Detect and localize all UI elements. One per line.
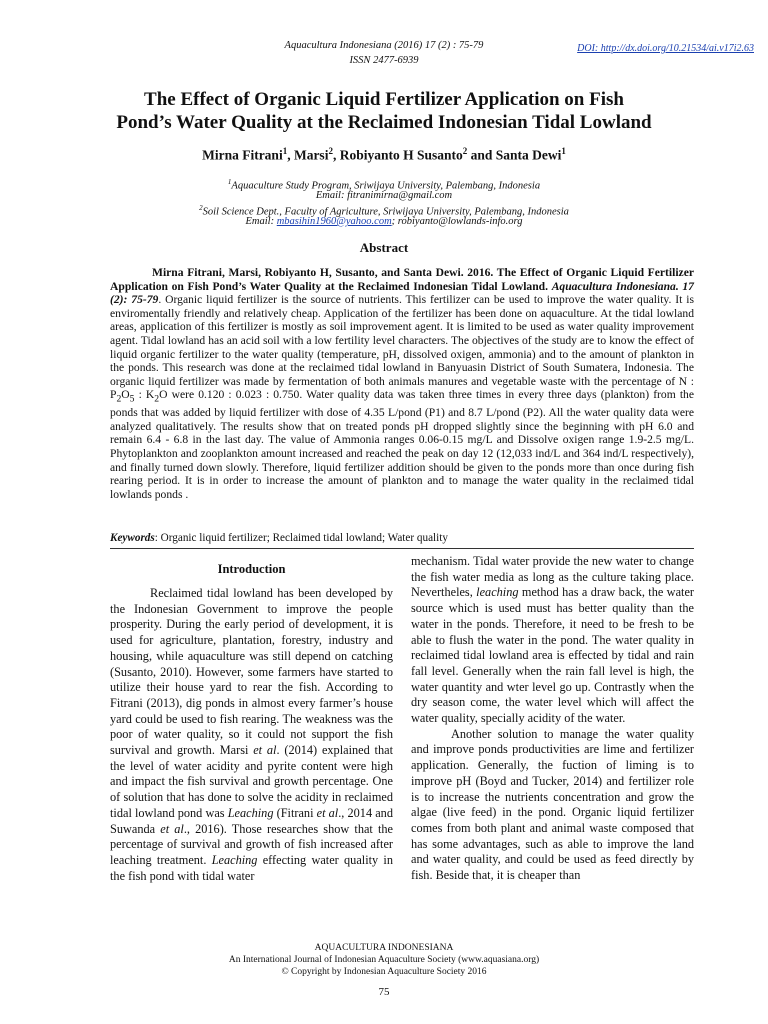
title-line-1: The Effect of Organic Liquid Fertilizer Application on Fish [144,89,624,110]
intro-text-4: ., 2014 and Suwanda [110,805,393,836]
affiliation-1-email: Email: fitranimirna@gmail.com [315,190,453,201]
affil-2-number: 2 [199,204,203,212]
introduction-heading: Introduction [217,562,286,576]
author-2-affil: 2 [328,146,333,156]
affiliation-2-email [0,215,768,228]
intro-etal-2: et al [316,805,339,820]
author-4: Santa Dewi [495,147,562,163]
intro-text-2: . (2014) explained that the level of water acidity and pyrite content were high and impact the fish survival and growth percentage. One of solution that has done to solve the acidity in reclaimed tidal lowland pond was [110,743,393,820]
abstract-text-b: O [121,388,130,402]
intro-etal-3: et al [160,821,184,836]
intro-leaching-1: Leaching [227,805,274,820]
footer-society-line: An International Journal of Indonesian Aquaculture Society (www.aquasiana.org) [228,955,540,965]
affil-2-email-rest: ; robiyanto@lowlands-info.org [391,216,523,227]
footer-journal-name: AQUACULTURA INDONESIANA [314,943,454,953]
author-3-affil: 2 [462,146,468,156]
right-text-1: mechanism. Tidal water provide the new water to change the fish water media as long as the culture taking place. Nevertheles, [411,554,694,600]
email-link[interactable]: mbasihin1960@yahoo.com [276,216,392,227]
paper-title [60,88,708,134]
page-number: 75 [378,986,390,998]
author-1: Mirna Fitrani [202,147,283,163]
right-leaching: leaching [476,585,519,600]
right-paragraph-1 [411,554,694,727]
keywords-line [110,532,694,544]
abstract-text-d: O were 0.120 : 0.023 : 0.750. Water quality data was taken three times in every three days (plankton) from the ponds that was added by liquid fertilizer with dose of 4.35 L/pond (P1) and 8.7 L/pond (P2). All the water quality data were analyzed qualitatively. The results show that on treated ponds pH dropped slightly since the beginning with pH 6.0 and remain 6.4 - 6.8 in the last day. The value of Ammonia ranges 0.06-0.15 mg/L and Dissolve oxigen range 1.9-2.5 mg/L. Phytoplankton and zooplankton amount increased and reached the peak on day 12 (12,033 ind/L and 364 ind/L respectively), and finally turned down slowly. Therefore, liquid fertilizer addition should be given to the ponds more than once during fish rearing period. It is in order to increase the amount of plankton and to manage the water quality in the reclaimed tidal lowlands ponds . [110,388,695,501]
abstract-text-a: . Organic liquid fertilizer is the source of nutrients. This fertilizer can be used to improve the water quality. It is enviromentally friendly and relatively cheap. Application of the fertilizer has been done on aquaculture. At the tidal lowland areas, application of this fertilizer is mostly as soil improvement agent. It is limited to be used as water quality improvement agent. Tidal lowland has an acid soil with a low fertility level characters. The objectives of the study are to know the effect of liquid organic fertilizer to the water quality (temperature, pH, dissolved oxigen, ammonia) and to the amount of plankton in the ponds. This research was done at the reclaimed tidal lowland in Banyuasin District of South Sumatera, Indonesia. The organic liquid fertilizer was made by fermentation of both animals manures and vegetable waste with the percentage of N : P [110,293,695,402]
author-4-affil: 1 [561,146,566,156]
author-list: Mirna Fitrani$^1$, Marsi$^2$, Robiyanto H Susanto$^2$ and Santa Dewi$^1$ [202,146,566,163]
intro-text-3: (Fitrani [273,805,317,820]
author-2: Marsi [293,147,329,163]
right-column [411,554,694,884]
issn-line: ISSN 2477-6939 [349,55,419,66]
keywords-label: Keywords [110,532,155,544]
sub-p: 2 [116,393,122,405]
abstract-text-c: : K [134,388,155,402]
footer-copyright: © Copyright by Indonesian Aquaculture Society 2016 [281,967,487,977]
author-3: Robiyanto H Susanto [339,147,463,163]
keywords-text: : Organic liquid fertilizer; Reclaimed tidal lowland; Water quality [154,532,448,544]
title-line-2: Pond’s Water Quality at the Reclaimed Indonesian Tidal Lowland [116,112,652,133]
intro-text-5: ., 2016). Those researches show that the percentage of survival and growth of fish increased after leaching treatment. [110,821,394,867]
affil-1-number: 1 [227,178,232,186]
left-column [110,586,393,884]
intro-text-1: Reclaimed tidal lowland has been developed by the Indonesian Government to improve the people prosperity. During the early period of development, it is used for agriculture, plantation, forestry, industry and housing, while aquaculture was still depend on catching (Susanto, 2010). However, some farmers have started to utilize their house yard to rear the fish. According to Fitrani (2013), dig ponds in almost every farmer’s house yard could be used to fish rearing. The weakness was the poor of water quality, so it could not support the fish survival and growth. Marsi [110,586,393,758]
doi-link[interactable]: DOI: http://dx.doi.org/10.21534/ai.v17i2.63 [577,43,754,54]
abstract-journal-ref: Aquacultura Indonesiana. 17 (2): 75-79 [110,279,694,307]
abstract-heading: Abstract [359,240,409,255]
intro-paragraph [110,586,393,884]
sub-k: 2 [154,393,160,405]
abstract-body [110,266,694,501]
affil-1-text: Aquaculture Study Program, Sriwijaya University, Palembang, Indonesia [231,180,541,192]
intro-leaching-2: Leaching [211,852,258,867]
affil-2-text: Soil Science Dept., Faculty of Agriculture, Sriwijaya University, Palembang, Indonesia [202,206,569,218]
journal-citation-line: Aquacultura Indonesiana (2016) 17 (2) : 75-79 [284,40,484,51]
sub-o: 5 [129,393,135,405]
right-text-2: method has a draw back, the water source which is used must has better quality than the water in the ponds. Therefore, it need to be fresh to be able to flush the water in the pond. The water quality in reclaimed tidal lowland area is effected by tidal and rain fall level. Generally when the rain fall level is high, the water quantity and wter level go up. Contrastly when the dry season come, the water level which will affect the water quality, specially acidity of the water. [411,585,694,726]
author-and: and [467,147,496,163]
abstract-citation: Mirna Fitrani, Marsi, Robiyanto H, Susanto, and Santa Dewi. 2016. The Effect of Organic Liquid Fertilizer Application on Fish Pond’s Water Quality at the Reclaimed Indonesian Tidal Lowland. [110,266,694,293]
intro-text-6: effecting water quality in the fish pond with tidal water [110,852,393,883]
right-paragraph-2: Another solution to manage the water quality and improve ponds productivities are lime and fertilizer application. Generally, the fuction of liming is to improve pH (Boyd and Tucker, 2014) and fertilizer role is to increase the nutrients concentration and grow the algae (live feed) in the pond. Organic liquid fertilizer comes from both plant and animal waste composed that has some advantages, such as able to improve the land and water quality, and could be used as feed directly by fish. Beside that, it is cheaper than [411,726,694,883]
author-1-affil: 1 [282,146,288,156]
section-divider [110,548,694,549]
intro-etal-1: et al [253,743,277,758]
affil-2-email-label: Email: [245,216,277,227]
